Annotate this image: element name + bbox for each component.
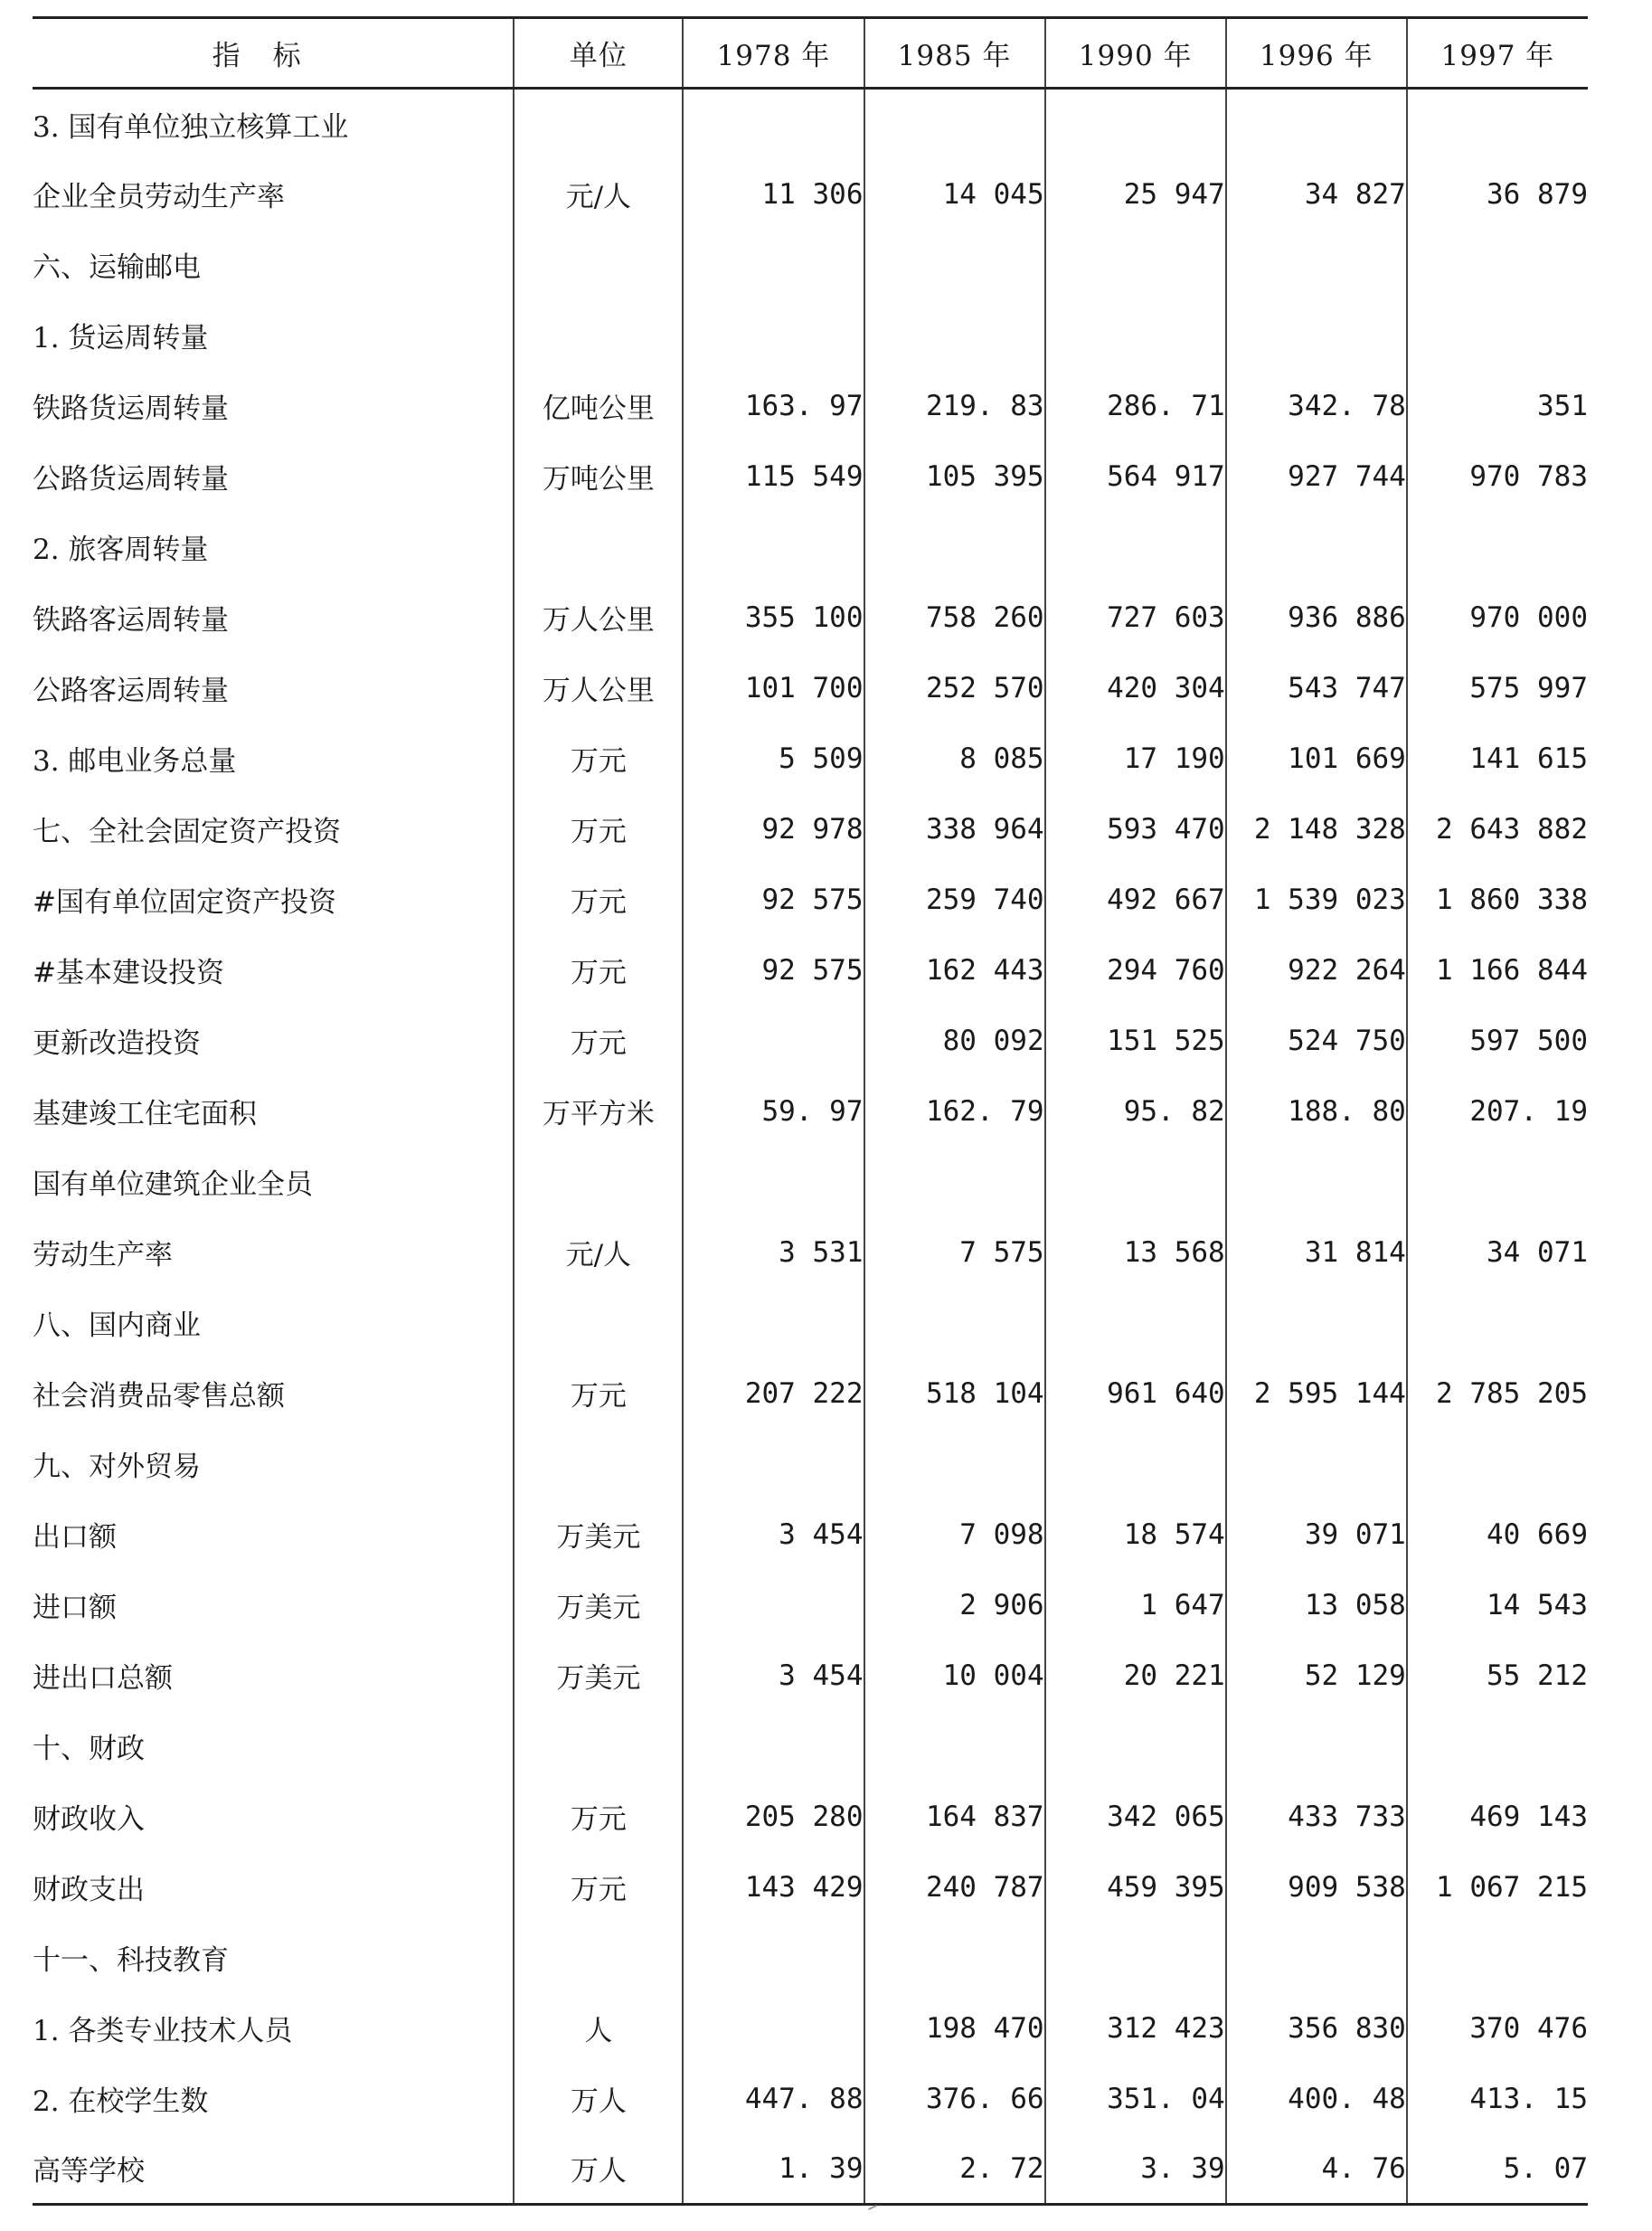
value-cell: 543 747 (1226, 653, 1407, 723)
indicator-cell: 国有单位建筑企业全员 (33, 1168, 313, 1201)
value-cell (1045, 89, 1226, 159)
table-row (33, 1358, 1588, 1429)
indicator-cell: #国有单位固定资产投资 (33, 886, 336, 919)
value-cell (1045, 1288, 1226, 1358)
value-cell: 101 669 (1226, 723, 1407, 794)
value-cell: 524 750 (1226, 1006, 1407, 1076)
indicator-cell: 十一、科技教育 (33, 1944, 229, 1977)
indicator-cell: 3. 邮电业务总量 (33, 745, 237, 778)
value-cell: 961 640 (1045, 1358, 1226, 1429)
indicator-cell: 进口额 (33, 1592, 117, 1624)
value-cell: 205 280 (683, 1782, 864, 1852)
unit-cell: 万人公里 (514, 653, 683, 723)
value-cell: 575 997 (1407, 653, 1588, 723)
value-cell: 351. 04 (1045, 2064, 1226, 2134)
value-cell: 1. 39 (683, 2134, 864, 2205)
value-cell: 17 190 (1045, 723, 1226, 794)
unit-cell: 万人 (514, 2064, 683, 2134)
value-cell: 36 879 (1407, 159, 1588, 230)
header-year-1985: 1985 年 (864, 18, 1045, 89)
indicator-cell: 社会消费品零售总额 (33, 1380, 285, 1413)
value-cell: 936 886 (1226, 582, 1407, 653)
value-cell (683, 1570, 864, 1640)
value-cell: 219. 83 (864, 371, 1045, 441)
indicator-cell: 铁路货运周转量 (33, 392, 229, 425)
table-header (33, 18, 1588, 89)
indicator-cell: 劳动生产率 (33, 1239, 173, 1271)
unit-cell: 万元 (514, 1782, 683, 1852)
indicator-cell: 1. 货运周转量 (33, 322, 209, 355)
value-cell: 294 760 (1045, 935, 1226, 1006)
value-cell: 433 733 (1226, 1782, 1407, 1852)
value-cell (1407, 512, 1588, 582)
indicator-cell: 2. 在校学生数 (33, 2085, 209, 2118)
value-cell (683, 1288, 864, 1358)
value-cell: 252 570 (864, 653, 1045, 723)
value-cell: 10 004 (864, 1640, 1045, 1711)
value-cell: 164 837 (864, 1782, 1045, 1852)
value-cell: 351 (1407, 371, 1588, 441)
value-cell: 14 045 (864, 159, 1045, 230)
value-cell: 8 085 (864, 723, 1045, 794)
value-cell: 163. 97 (683, 371, 864, 441)
unit-cell: 万元 (514, 1852, 683, 1923)
value-cell: 342. 78 (1226, 371, 1407, 441)
unit-cell: 万元 (514, 1358, 683, 1429)
indicator-cell: 3. 国有单位独立核算工业 (33, 110, 349, 144)
unit-cell (514, 1147, 683, 1217)
value-cell: 52 129 (1226, 1640, 1407, 1711)
value-cell: 207. 19 (1407, 1076, 1588, 1147)
value-cell (1407, 1923, 1588, 1993)
indicator-cell: 基建竣工住宅面积 (33, 1098, 257, 1130)
value-cell: 101 700 (683, 653, 864, 723)
value-cell (683, 512, 864, 582)
value-cell: 312 423 (1045, 1993, 1226, 2064)
table-row (33, 1429, 1588, 1499)
value-cell: 92 575 (683, 865, 864, 935)
value-cell: 2 595 144 (1226, 1358, 1407, 1429)
value-cell: 188. 80 (1226, 1076, 1407, 1147)
table-row (33, 2064, 1588, 2134)
value-cell (683, 1993, 864, 2064)
header-unit: 单位 (514, 18, 683, 89)
value-cell: 143 429 (683, 1852, 864, 1923)
value-cell (1226, 89, 1407, 159)
value-cell: 162. 79 (864, 1076, 1045, 1147)
unit-cell (514, 1288, 683, 1358)
indicator-cell: 七、全社会固定资产投资 (33, 816, 341, 848)
value-cell (1407, 300, 1588, 371)
value-cell (1407, 230, 1588, 300)
value-cell (1045, 230, 1226, 300)
unit-cell (514, 89, 683, 159)
value-cell (1226, 1288, 1407, 1358)
value-cell (1226, 1923, 1407, 1993)
value-cell (1407, 1711, 1588, 1782)
unit-cell: 元/人 (514, 1217, 683, 1288)
value-cell (1226, 300, 1407, 371)
table-row (33, 230, 1588, 300)
value-cell: 727 603 (1045, 582, 1226, 653)
value-cell: 55 212 (1407, 1640, 1588, 1711)
value-cell: 758 260 (864, 582, 1045, 653)
value-cell (1045, 300, 1226, 371)
value-cell: 34 071 (1407, 1217, 1588, 1288)
value-cell: 11 306 (683, 159, 864, 230)
value-cell (1407, 89, 1588, 159)
header-year-1978: 1978 年 (683, 18, 864, 89)
value-cell: 356 830 (1226, 1993, 1407, 2064)
unit-cell: 万平方米 (514, 1076, 683, 1147)
value-cell (1226, 1429, 1407, 1499)
value-cell: 2 643 882 (1407, 794, 1588, 865)
table-row (33, 935, 1588, 1006)
value-cell: 2. 72 (864, 2134, 1045, 2205)
value-cell: 597 500 (1407, 1006, 1588, 1076)
value-cell (683, 89, 864, 159)
value-cell: 95. 82 (1045, 1076, 1226, 1147)
value-cell: 5. 07 (1407, 2134, 1588, 2205)
indicator-cell: 铁路客运周转量 (33, 604, 229, 637)
value-cell: 259 740 (864, 865, 1045, 935)
value-cell: 3. 39 (1045, 2134, 1226, 2205)
value-cell: 5 509 (683, 723, 864, 794)
value-cell: 420 304 (1045, 653, 1226, 723)
indicator-cell: 十、财政 (33, 1733, 145, 1765)
value-cell: 25 947 (1045, 159, 1226, 230)
indicator-cell: 公路客运周转量 (33, 675, 229, 707)
value-cell: 3 454 (683, 1640, 864, 1711)
unit-cell (514, 1923, 683, 1993)
table-row (33, 1147, 1588, 1217)
indicator-cell: 六、运输邮电 (33, 251, 201, 284)
unit-cell (514, 1429, 683, 1499)
value-cell: 970 000 (1407, 582, 1588, 653)
value-cell: 34 827 (1226, 159, 1407, 230)
value-cell: 7 098 (864, 1499, 1045, 1570)
value-cell: 31 814 (1226, 1217, 1407, 1288)
value-cell (1045, 1711, 1226, 1782)
value-cell: 492 667 (1045, 865, 1226, 935)
table-row (33, 89, 1588, 159)
indicator-cell: 2. 旅客周转量 (33, 534, 209, 566)
unit-cell: 万元 (514, 935, 683, 1006)
value-cell: 1 647 (1045, 1570, 1226, 1640)
table-row (33, 653, 1588, 723)
value-cell: 13 058 (1226, 1570, 1407, 1640)
value-cell (683, 230, 864, 300)
value-cell: 927 744 (1226, 441, 1407, 512)
value-cell: 18 574 (1045, 1499, 1226, 1570)
header-year-1997: 1997 年 (1407, 18, 1588, 89)
value-cell: 355 100 (683, 582, 864, 653)
table-row (33, 1923, 1588, 1993)
value-cell: 13 568 (1045, 1217, 1226, 1288)
indicator-cell: 1. 各类专业技术人员 (33, 2015, 293, 2047)
value-cell (864, 89, 1045, 159)
table-row (33, 1640, 1588, 1711)
table-row (33, 865, 1588, 935)
value-cell: 92 575 (683, 935, 864, 1006)
table-row (33, 371, 1588, 441)
value-cell: 459 395 (1045, 1852, 1226, 1923)
indicator-cell: 出口额 (33, 1521, 117, 1554)
value-cell: 14 543 (1407, 1570, 1588, 1640)
indicator-cell: 进出口总额 (33, 1662, 173, 1695)
value-cell: 105 395 (864, 441, 1045, 512)
value-cell: 1 860 338 (1407, 865, 1588, 935)
indicator-cell: 财政支出 (33, 1874, 145, 1906)
value-cell (1226, 1711, 1407, 1782)
unit-cell: 万人 (514, 2134, 683, 2205)
unit-cell: 万人公里 (514, 582, 683, 653)
table-row (33, 159, 1588, 230)
value-cell: 2 148 328 (1226, 794, 1407, 865)
unit-cell: 元/人 (514, 159, 683, 230)
value-cell: 518 104 (864, 1358, 1045, 1429)
value-cell (683, 1429, 864, 1499)
unit-cell: 万元 (514, 1006, 683, 1076)
indicator-cell: 财政收入 (33, 1803, 145, 1836)
table-row (33, 1288, 1588, 1358)
unit-cell: 万元 (514, 723, 683, 794)
value-cell: 3 454 (683, 1499, 864, 1570)
value-cell (683, 1923, 864, 1993)
value-cell: 1 067 215 (1407, 1852, 1588, 1923)
table-row (33, 1993, 1588, 2064)
table-row (33, 2134, 1588, 2205)
value-cell (1045, 1923, 1226, 1993)
header-year-1996: 1996 年 (1226, 18, 1407, 89)
value-cell (683, 1711, 864, 1782)
value-cell (1226, 1147, 1407, 1217)
value-cell: 564 917 (1045, 441, 1226, 512)
table-row (33, 1711, 1588, 1782)
value-cell: 469 143 (1407, 1782, 1588, 1852)
table-row (33, 1076, 1588, 1147)
value-cell (864, 1711, 1045, 1782)
value-cell: 2 906 (864, 1570, 1045, 1640)
value-cell: 1 166 844 (1407, 935, 1588, 1006)
indicator-cell: 更新改造投资 (33, 1027, 201, 1060)
unit-cell: 万吨公里 (514, 441, 683, 512)
value-cell: 376. 66 (864, 2064, 1045, 2134)
table-body (33, 89, 1588, 2205)
value-cell: 59. 97 (683, 1076, 864, 1147)
statistics-page (33, 16, 1588, 2206)
value-cell: 909 538 (1226, 1852, 1407, 1923)
value-cell: 593 470 (1045, 794, 1226, 865)
value-cell: 207 222 (683, 1358, 864, 1429)
indicator-cell: 八、国内商业 (33, 1309, 201, 1342)
value-cell: 970 783 (1407, 441, 1588, 512)
value-cell: 80 092 (864, 1006, 1045, 1076)
value-cell: 7 575 (864, 1217, 1045, 1288)
value-cell (683, 1006, 864, 1076)
value-cell: 338 964 (864, 794, 1045, 865)
value-cell: 40 669 (1407, 1499, 1588, 1570)
indicator-cell: 九、对外贸易 (33, 1451, 201, 1483)
value-cell: 922 264 (1226, 935, 1407, 1006)
value-cell (864, 1923, 1045, 1993)
unit-cell: 万美元 (514, 1499, 683, 1570)
value-cell (864, 1429, 1045, 1499)
value-cell (864, 1147, 1045, 1217)
value-cell (1226, 512, 1407, 582)
value-cell: 240 787 (864, 1852, 1045, 1923)
value-cell: 400. 48 (1226, 2064, 1407, 2134)
value-cell (1045, 1429, 1226, 1499)
value-cell: 92 978 (683, 794, 864, 865)
value-cell: 141 615 (1407, 723, 1588, 794)
indicator-cell: #基本建设投资 (33, 957, 224, 989)
value-cell: 39 071 (1226, 1499, 1407, 1570)
value-cell (1226, 230, 1407, 300)
value-cell: 286. 71 (1045, 371, 1226, 441)
value-cell: 370 476 (1407, 1993, 1588, 2064)
value-cell: 115 549 (683, 441, 864, 512)
unit-cell: 万美元 (514, 1570, 683, 1640)
table-row (33, 723, 1588, 794)
unit-cell: 万元 (514, 794, 683, 865)
unit-cell: 人 (514, 1993, 683, 2064)
value-cell (1045, 1147, 1226, 1217)
value-cell: 20 221 (1045, 1640, 1226, 1711)
unit-cell (514, 1711, 683, 1782)
unit-cell: 亿吨公里 (514, 371, 683, 441)
table-row (33, 794, 1588, 865)
value-cell (864, 300, 1045, 371)
value-cell: 151 525 (1045, 1006, 1226, 1076)
value-cell (683, 1147, 864, 1217)
indicator-cell: 公路货运周转量 (33, 463, 229, 496)
value-cell: 198 470 (864, 1993, 1045, 2064)
table-row (33, 582, 1588, 653)
header-year-1990: 1990 年 (1045, 18, 1226, 89)
unit-cell (514, 230, 683, 300)
value-cell: 447. 88 (683, 2064, 864, 2134)
value-cell: 342 065 (1045, 1782, 1226, 1852)
unit-cell: 万美元 (514, 1640, 683, 1711)
table-row (33, 1006, 1588, 1076)
value-cell (1407, 1288, 1588, 1358)
unit-cell (514, 512, 683, 582)
value-cell (1045, 512, 1226, 582)
table-row (33, 1499, 1588, 1570)
value-cell (864, 512, 1045, 582)
value-cell (1407, 1429, 1588, 1499)
value-cell (1407, 1147, 1588, 1217)
value-cell: 4. 76 (1226, 2134, 1407, 2205)
table-row (33, 300, 1588, 371)
header-indicator: 指标 (33, 18, 514, 89)
value-cell: 2 785 205 (1407, 1358, 1588, 1429)
value-cell: 162 443 (864, 935, 1045, 1006)
unit-cell (514, 300, 683, 371)
table-row (33, 512, 1588, 582)
value-cell: 413. 15 (1407, 2064, 1588, 2134)
table-row (33, 1570, 1588, 1640)
value-cell (864, 230, 1045, 300)
value-cell: 1 539 023 (1226, 865, 1407, 935)
value-cell: 3 531 (683, 1217, 864, 1288)
indicator-cell: 企业全员劳动生产率 (33, 181, 285, 213)
value-cell (864, 1288, 1045, 1358)
unit-cell: 万元 (514, 865, 683, 935)
indicator-cell: 高等学校 (33, 2134, 514, 2205)
header-row (33, 18, 1588, 89)
value-cell (683, 300, 864, 371)
table-row (33, 1782, 1588, 1852)
statistics-table (33, 16, 1588, 2206)
table-row (33, 1217, 1588, 1288)
table-row (33, 1852, 1588, 1923)
table-row (33, 441, 1588, 512)
